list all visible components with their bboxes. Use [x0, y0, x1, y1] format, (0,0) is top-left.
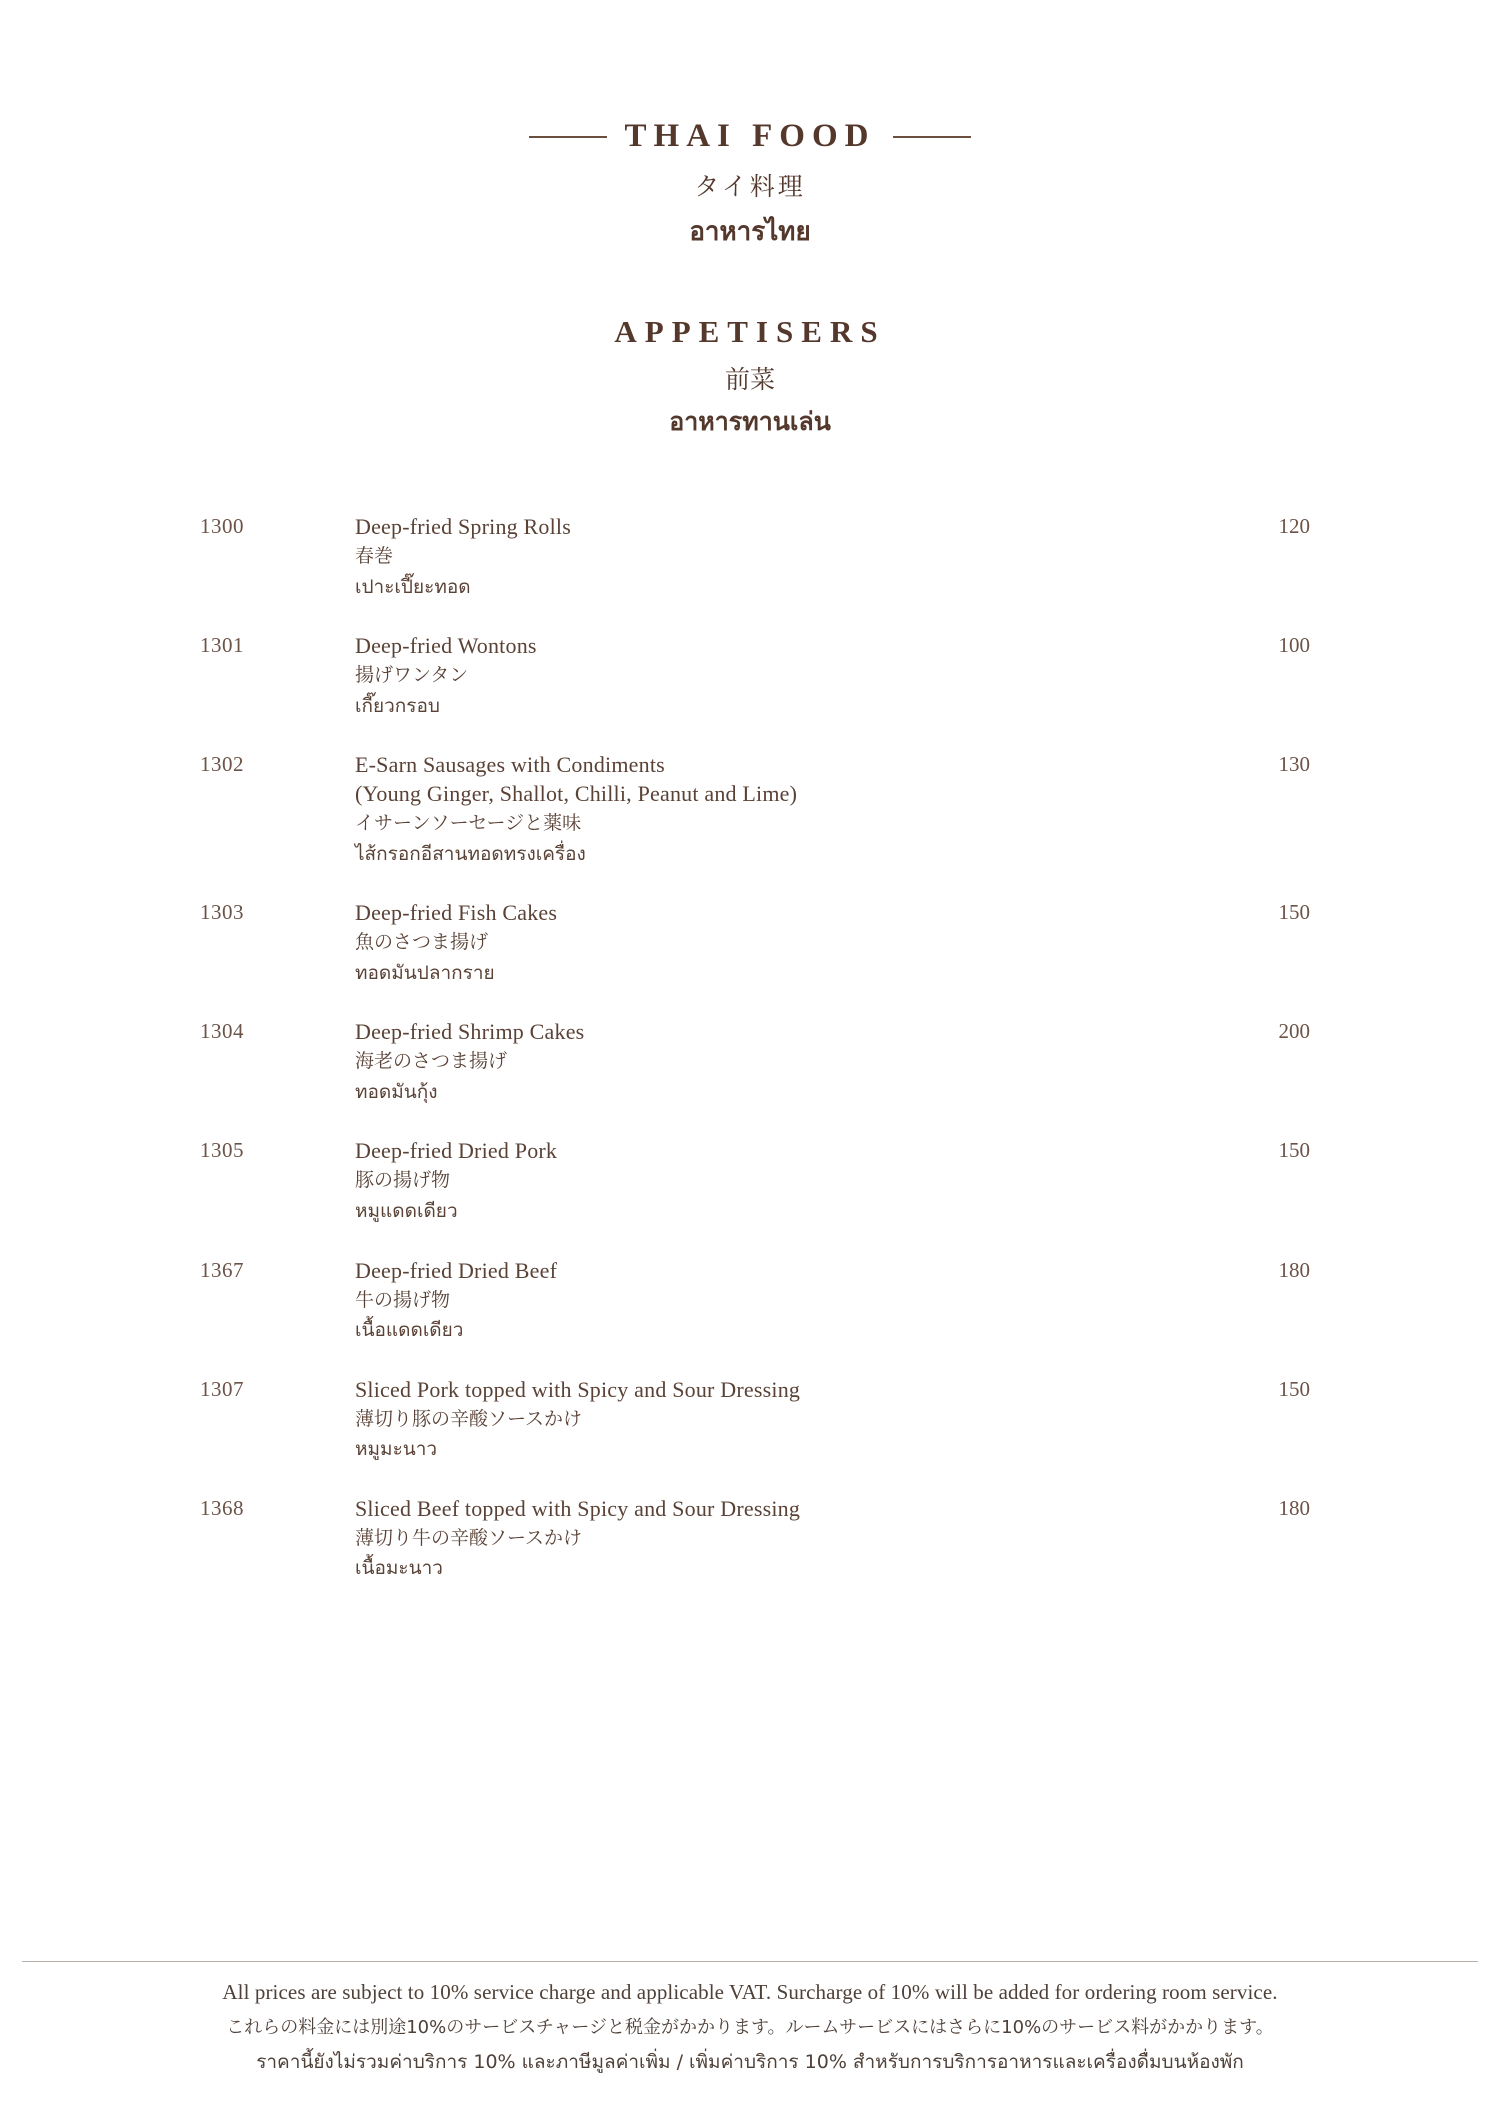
menu-item	[200, 750, 1310, 868]
title-rule-left	[529, 136, 607, 138]
item-code: 1367	[200, 1257, 244, 1282]
item-name-japanese: 豚の揚げ物	[355, 1169, 451, 1192]
item-name-thai: เนื้อแดดเดียว	[355, 1319, 464, 1342]
page-title-japanese: タイ料理	[694, 172, 806, 201]
menu-header	[0, 0, 1500, 252]
menu-item	[200, 898, 1310, 987]
item-body	[355, 1375, 1220, 1464]
item-name-english: E-Sarn Sausages with Condiments	[355, 752, 665, 778]
item-name-thai: เกี๊ยวกรอบ	[355, 694, 440, 717]
item-name-english: Deep-fried Shrimp Cakes	[355, 1019, 585, 1045]
menu-item	[200, 1017, 1310, 1106]
menu-item	[200, 1494, 1310, 1583]
menu-item	[200, 512, 1310, 601]
item-body	[355, 1017, 1220, 1106]
section-header	[0, 314, 1500, 442]
item-name-english: Deep-fried Spring Rolls	[355, 514, 572, 539]
item-code: 1302	[200, 752, 244, 777]
item-body	[355, 1494, 1220, 1583]
item-code: 1368	[200, 1495, 244, 1520]
item-name-japanese: 牛の揚げ物	[355, 1288, 451, 1311]
item-name-japanese: 海老のさつま揚げ	[355, 1050, 508, 1073]
item-name-english: Deep-fried Dried Beef	[355, 1257, 558, 1283]
item-name-english: Deep-fried Wontons	[355, 633, 537, 659]
section-title-thai: อาหารทานเล่น	[669, 407, 831, 436]
page-title-thai: อาหารไทย	[689, 217, 811, 247]
menu-item-list	[0, 512, 1500, 1583]
item-code: 1301	[200, 633, 244, 658]
footer-divider	[22, 1961, 1478, 1962]
item-name-japanese: イサーンソーセージと薬味	[355, 812, 582, 835]
item-name-english: Deep-fried Fish Cakes	[355, 900, 558, 926]
item-name-english: Deep-fried Dried Pork	[355, 1138, 558, 1164]
item-price: 130	[1278, 752, 1310, 777]
section-title: APPETISERS	[614, 314, 886, 349]
item-name-japanese: 揚げワンタン	[355, 664, 469, 687]
item-name-thai: ไส้กรอกอีสานทอดทรงเครื่อง	[355, 842, 586, 865]
item-price: 180	[1278, 1495, 1310, 1520]
item-body	[355, 512, 1220, 601]
item-price: 150	[1278, 900, 1310, 925]
item-name-japanese: 春巻	[355, 545, 394, 568]
footer-note-japanese: これらの料金には別途10%のサービスチャージと税金がかかります。ルームサービスにはさらに10%のサービス料がかかります。	[226, 2017, 1274, 2038]
item-body	[355, 631, 1220, 720]
menu-item	[200, 1375, 1310, 1464]
section-title-japanese: 前菜	[724, 365, 775, 394]
item-name-english: Sliced Pork topped with Spicy and Sour Dressing	[355, 1376, 801, 1402]
item-name-thai: ทอดมันกุ้ง	[355, 1080, 438, 1103]
item-name-thai: เปาะเปี๊ยะทอด	[355, 575, 471, 598]
item-name-japanese: 薄切り豚の辛酸ソースかけ	[355, 1407, 583, 1430]
menu-item	[200, 631, 1310, 720]
item-name-thai: หมูมะนาว	[355, 1438, 438, 1461]
footer-note-english: All prices are subject to 10% service charge and applicable VAT. Surcharge of 10% will be added for ordering room service.	[222, 1980, 1278, 2004]
item-body	[355, 750, 1220, 868]
item-name-thai: เนื้อมะนาว	[355, 1557, 443, 1580]
item-code: 1300	[200, 514, 244, 538]
item-code: 1304	[200, 1019, 244, 1044]
menu-item	[200, 1136, 1310, 1225]
title-rule-right	[893, 136, 971, 138]
item-price: 150	[1278, 1138, 1310, 1163]
page-title: THAI FOOD	[624, 118, 876, 154]
item-name-thai: หมูแดดเดียว	[355, 1200, 458, 1222]
item-price: 120	[1278, 514, 1310, 538]
item-price: 180	[1278, 1257, 1310, 1282]
item-name-english: Sliced Beef topped with Spicy and Sour Dressing	[355, 1495, 801, 1521]
item-body	[355, 898, 1220, 987]
item-code: 1307	[200, 1376, 244, 1401]
item-code: 1303	[200, 900, 244, 925]
item-price: 150	[1278, 1376, 1310, 1401]
page-footer	[0, 1961, 1500, 2077]
item-body	[355, 1256, 1220, 1345]
menu-title-row	[0, 118, 1500, 155]
item-body	[355, 1136, 1220, 1225]
menu-item	[200, 1256, 1310, 1345]
footer-note-thai: ราคานี้ยังไม่รวมค่าบริการ 10% และภาษีมูลค่าเพิ่ม / เพิ่มค่าบริการ 10% สำหรับการบริการอาหารและเครื่องดื่มบนห้องพัก	[256, 2051, 1244, 2073]
item-code: 1305	[200, 1138, 244, 1163]
item-name-japanese: 薄切り牛の辛酸ソースかけ	[355, 1526, 583, 1549]
item-name-japanese: 魚のさつま揚げ	[355, 931, 489, 954]
item-price: 200	[1278, 1019, 1310, 1044]
item-price: 100	[1278, 633, 1310, 658]
item-name-thai: ทอดมันปลากราย	[355, 961, 495, 984]
item-name-english-sub: (Young Ginger, Shallot, Chilli, Peanut and Lime)	[355, 781, 798, 807]
